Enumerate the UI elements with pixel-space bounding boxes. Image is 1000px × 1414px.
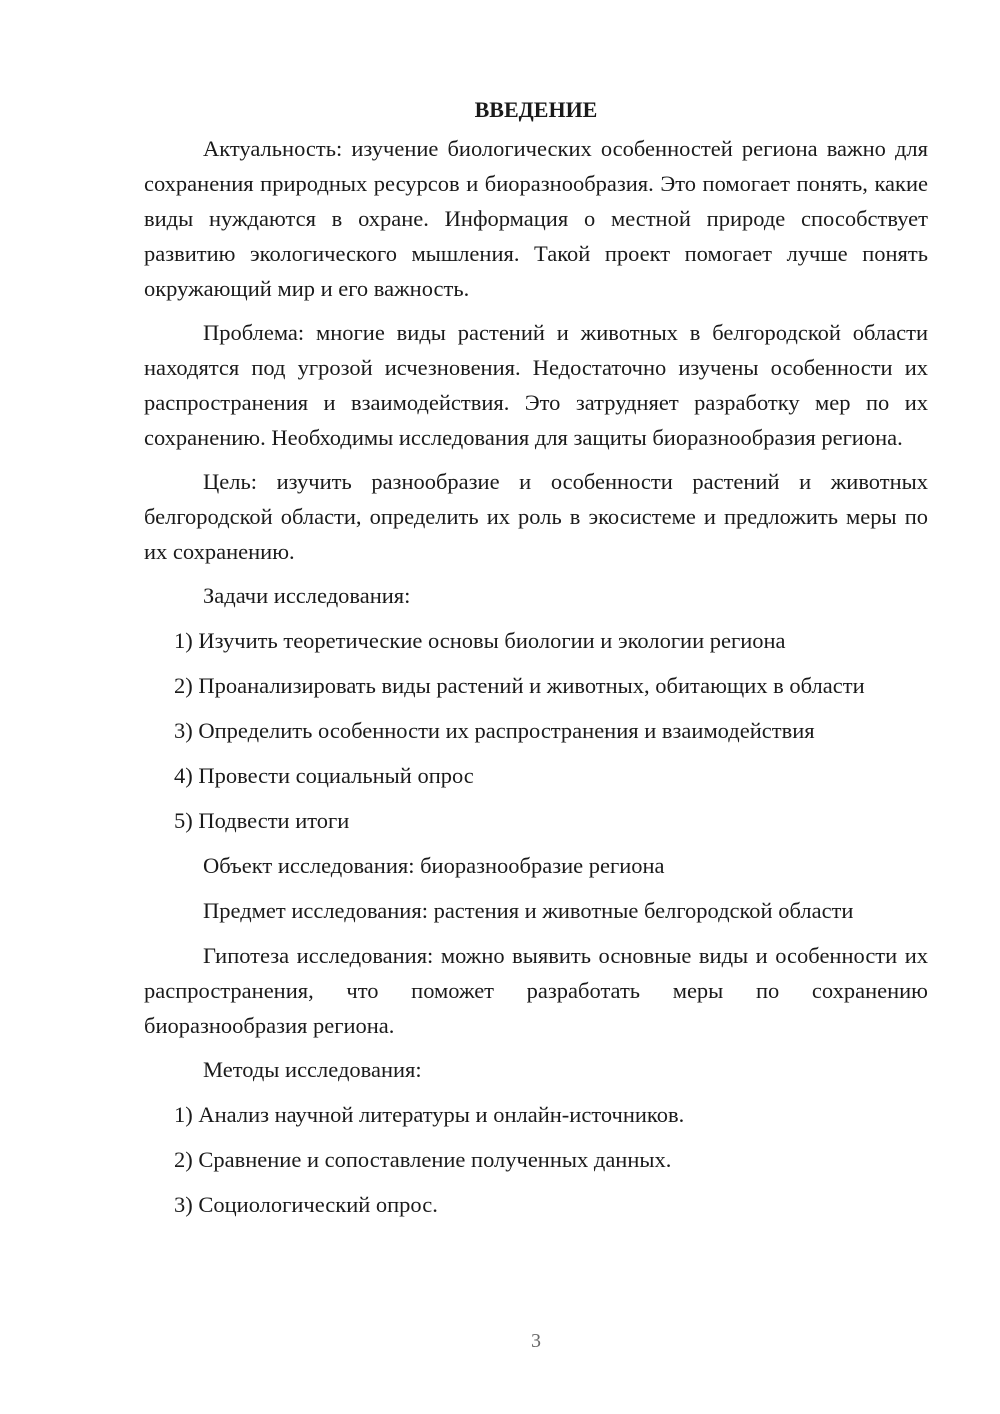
tasks-heading: Задачи исследования:	[203, 583, 411, 608]
goal-paragraph: Цель: изучить разнообразие и особенности растений и животных белгородской области, определить их роль в экосистеме и предложить меры по их сохранению.	[144, 469, 928, 564]
method-item-1: 1) Анализ научной литературы и онлайн-источников.	[174, 1102, 685, 1127]
methods-heading: Методы исследования:	[203, 1057, 422, 1082]
task-item-1: 1) Изучить теоретические основы биологии и экологии региона	[174, 628, 786, 653]
problem-paragraph: Проблема: многие виды растений и животных в белгородской области находятся под угрозой исчезновения. Недостаточно изучены особенности их распространения и взаимодействия. Это затрудняет разработку мер по их сохранению. Необходимы исследования для защиты биоразнообразия региона.	[144, 320, 928, 450]
task-item-2: 2) Проанализировать виды растений и животных, обитающих в области	[174, 673, 865, 698]
research-subject: Предмет исследования: растения и животные белгородской области	[203, 898, 854, 923]
method-item-3: 3) Социологический опрос.	[174, 1192, 438, 1217]
method-item-2: 2) Сравнение и сопоставление полученных данных.	[174, 1147, 672, 1172]
task-item-3: 3) Определить особенности их распространения и взаимодействия	[174, 718, 815, 743]
research-object: Объект исследования: биоразнообразие региона	[203, 853, 665, 878]
task-item-4: 4) Провести социальный опрос	[174, 763, 474, 788]
relevance-paragraph: Актуальность: изучение биологических особенностей региона важно для сохранения природных ресурсов и биоразнообразия. Это помогает понять, какие виды нуждаются в охране. Информация о местной природе способствует развитию экологического мышления. Такой проект помогает лучше понять окружающий мир и его важность.	[144, 136, 928, 301]
section-title: ВВЕДЕНИЕ	[474, 97, 598, 122]
document-page	[144, 92, 928, 1232]
hypothesis-paragraph: Гипотеза исследования: можно выявить основные виды и особенности их распространения, что поможет разработать меры по сохранению биоразнообразия региона.	[144, 943, 928, 1038]
page-number: 3	[531, 1330, 541, 1352]
task-item-5: 5) Подвести итоги	[174, 808, 350, 833]
